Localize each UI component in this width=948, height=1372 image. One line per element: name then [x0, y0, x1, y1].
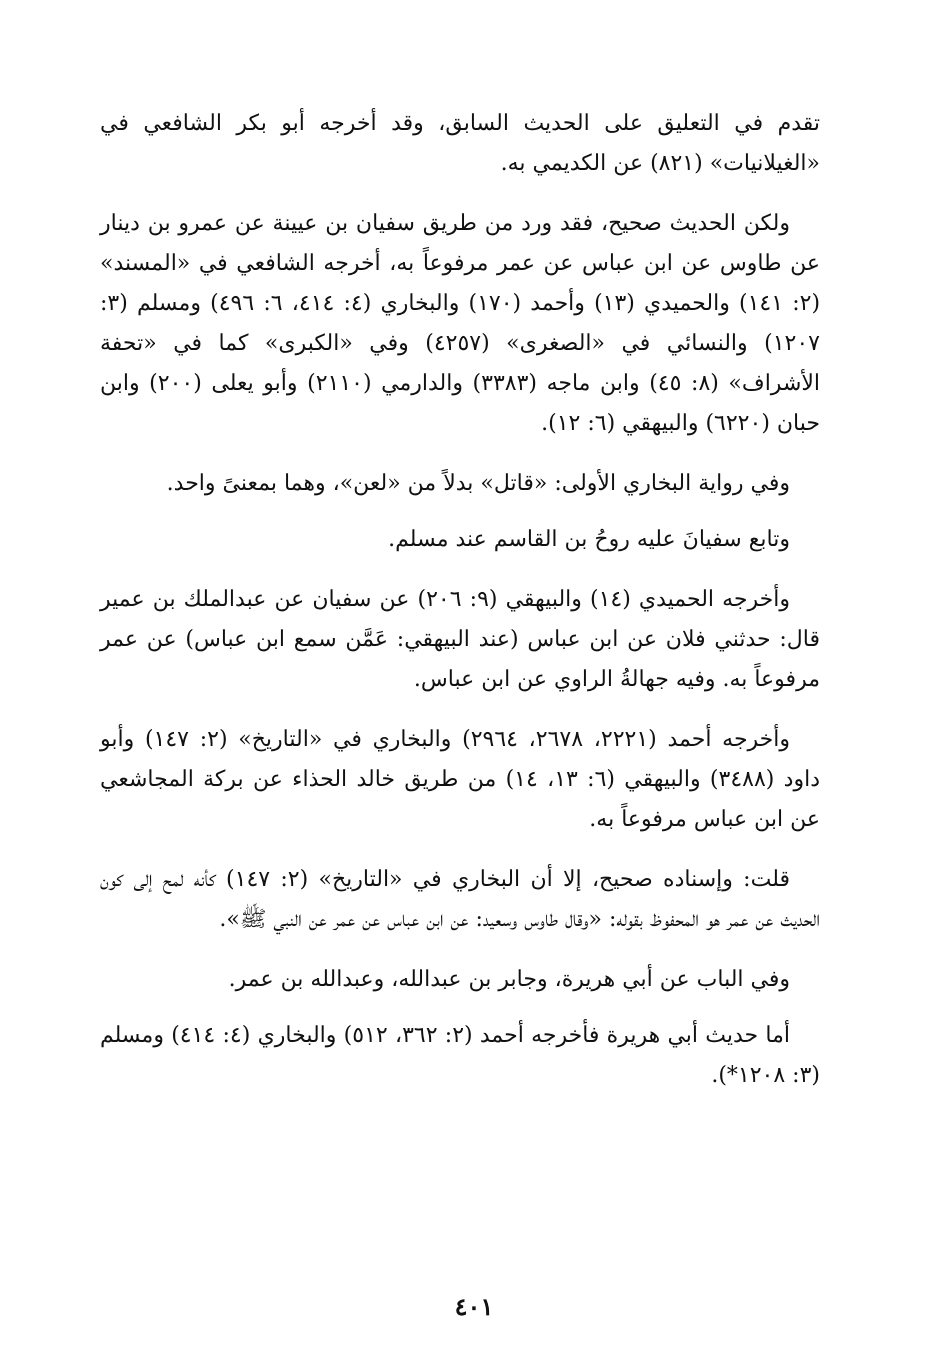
page-number: ٤٠١ — [454, 1292, 494, 1321]
paragraph-6: وأخرجه أحمد (٢٢٢١، ٢٦٧٨، ٢٩٦٤) والبخاري في «التاريخ» (٢: ١٤٧) وأبو داود (٣٤٨٨) والبيهقي (٦: ١٣، ١٤) من طريق خالد الحذاء عن بركة المجاشعي عن ابن عباس مرفوعاً به. — [100, 727, 820, 832]
paragraph-1: تقدم في التعليق على الحديث السابق، وقد أخرجه أبو بكر الشافعي في «الغيلانيات» (٨٢١) عن الكديمي به. — [100, 111, 820, 176]
body-text — [100, 104, 820, 1116]
paragraph-9: أما حديث أبي هريرة فأخرجه أحمد (٢: ٣٦٢، ٥١٢) والبخاري (٤: ٤١٤) ومسلم (٣: ١٢٠٨*). — [100, 1023, 820, 1088]
paragraph-7: قلت: وإسناده صحيح، إلا أن البخاري في «التاريخ» (٢: ١٤٧) كأنه لمح إلى كون الحديث عن عمر هو المحفوظ بقوله: «وقال طاوس وسعيد: عن ابن عباس عن عمر عن النبي ﷺ». — [100, 867, 820, 932]
paragraph-8: وفي الباب عن أبي هريرة، وجابر بن عبدالله، وعبدالله بن عمر. — [228, 967, 790, 992]
paragraph-5: وأخرجه الحميدي (١٤) والبيهقي (٩: ٢٠٦) عن سفيان عن عبدالملك بن عمير قال: حدثني فلان عن ابن عباس (عند البيهقي: عَمَّن سمع ابن عباس) عن عمر مرفوعاً به. وفيه جهالةُ الراوي عن ابن عباس. — [100, 587, 820, 692]
paragraph-2: ولكن الحديث صحيح، فقد ورد من طريق سفيان بن عيينة عن عمرو بن دينار عن طاوس عن ابن عباس عن عمر مرفوعاً به، أخرجه الشافعي في «المسند» (٢: ١٤١) والحميدي (١٣) وأحمد (١٧٠) والبخاري (٤: ٤١٤، ٦: ٤٩٦) ومسلم (٣: ١٢٠٧) والنسائي في «الصغرى» (٤٢٥٧) وفي «الكبرى» كما في «تحفة الأشراف» (٨: ٤٥) وابن ماجه (٣٣٨٣) والدارمي (٢١١٠) وأبو يعلى (٢٠٠) وابن حبان (٦٢٢٠) والبيهقي (٦: ١٢). — [100, 211, 821, 436]
paragraph-3: وفي رواية البخاري الأولى: «قاتل» بدلاً من «لعن»، وهما بمعنىً واحد. — [166, 471, 790, 496]
paragraph-4: وتابع سفيانَ عليه روحُ بن القاسم عند مسلم. — [388, 527, 790, 552]
